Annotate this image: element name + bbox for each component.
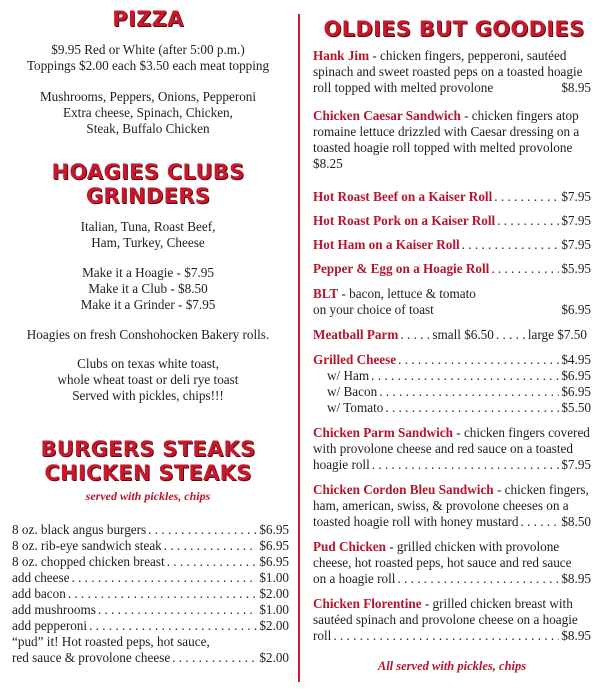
item-name: Hot Roast Pork on a Kaiser Roll	[313, 213, 496, 228]
item-desc: roll	[313, 628, 332, 643]
menu-item-grilled-cheese	[313, 352, 591, 416]
option-club: Make it a Club - $8.50	[88, 281, 208, 296]
item-price: $2.00	[259, 650, 289, 665]
menu-item-cordon-bleu	[313, 482, 591, 530]
grilled-option	[313, 384, 591, 400]
pizza-toppings-line: Toppings $2.00 each $3.50 each meat topping	[26, 58, 270, 73]
menu-item	[313, 261, 591, 277]
pizza-toppings-list	[0, 89, 296, 137]
grilled-option	[313, 400, 591, 416]
option-price: $5.50	[561, 400, 591, 415]
item-price: $7.95	[561, 457, 591, 472]
oldies-title: OLDIES BUT GOODIES	[323, 17, 585, 41]
item-desc: - chicken fingers, ham, american, swiss, & provolone cheeses on a	[313, 482, 589, 513]
item-price: $8.95	[561, 628, 591, 643]
option-name: w/ Tomato	[327, 400, 384, 415]
simple-items	[313, 189, 591, 277]
menu-item-blt	[313, 286, 591, 318]
option-price: $6.95	[561, 368, 591, 383]
menu-item	[12, 570, 289, 586]
item-name: Hot Roast Beef on a Kaiser Roll	[313, 189, 493, 204]
grilled-option	[313, 368, 591, 384]
item-name: Pepper & Egg on a Hoagie Roll	[313, 261, 490, 276]
hoagies-title-line2: GRINDERS	[85, 184, 211, 208]
item-name: Chicken Parm Sandwich	[313, 425, 453, 440]
burgers-title	[0, 437, 296, 485]
burgers-subtitle: served with pickles, chips	[85, 489, 211, 503]
pud-item	[12, 650, 289, 666]
option-name: w/ Ham	[327, 368, 370, 383]
item-name: 8 oz. chopped chicken breast	[12, 554, 165, 569]
menu-item	[12, 522, 289, 538]
item-price: $6.95	[561, 302, 591, 317]
price-large: large $7.50	[527, 327, 587, 342]
menu-item	[12, 618, 289, 634]
pizza-pricing	[0, 42, 296, 74]
menu-item-florentine	[313, 596, 591, 644]
item-name: Meatball Parm	[313, 327, 399, 342]
item-desc: - chicken fingers atop romaine lettuce drizzled with Caesar dressing on a toasted hoagie roll topped with melted provolone	[313, 108, 580, 155]
hoagie-fillings	[0, 219, 296, 251]
item-name: Grilled Cheese	[313, 352, 397, 367]
burgers-list	[12, 522, 289, 666]
hoagies-title	[0, 160, 296, 208]
item-name: add cheese	[12, 570, 70, 585]
oldies-footer: All served with pickles, chips	[377, 659, 527, 673]
item-name: Hot Ham on a Kaiser Roll	[313, 237, 460, 252]
burgers-title-line1: BURGERS STEAKS	[40, 437, 256, 461]
clubs-note	[0, 356, 296, 404]
item-desc: hoagie roll	[313, 457, 370, 472]
menu-item	[12, 602, 289, 618]
menu-item-hank-jim	[313, 48, 591, 96]
item-price: $7.95	[561, 189, 591, 204]
right-column	[308, 0, 598, 700]
item-desc: - chicken fingers covered with provolone cheese and red sauce on a toasted	[313, 425, 590, 456]
item-price: $5.95	[561, 261, 591, 276]
menu-item	[12, 554, 289, 570]
column-divider	[298, 14, 300, 682]
item-price: $8.25	[313, 156, 343, 171]
option-name: w/ Bacon	[327, 384, 378, 399]
bakery-note: Hoagies on fresh Conshohocken Bakery rolls.	[26, 327, 270, 342]
item-price: $8.95	[561, 571, 591, 586]
item-price: $6.95	[259, 522, 289, 537]
fillings-line: Ham, Turkey, Cheese	[91, 235, 205, 250]
item-desc: on your choice of toast	[313, 302, 434, 317]
menu-item-pud-chicken	[313, 539, 591, 587]
item-name: 8 oz. black angus burgers	[12, 522, 147, 537]
toppings-line: Steak, Buffalo Chicken	[86, 121, 210, 136]
item-price: $1.00	[259, 602, 289, 617]
item-name: Chicken Caesar Sandwich	[313, 108, 461, 123]
hoagies-title-line1: HOAGIES CLUBS	[51, 160, 245, 184]
item-name: add pepperoni	[12, 618, 88, 633]
item-name: Hank Jim	[313, 48, 370, 63]
item-name: Chicken Cordon Bleu Sandwich	[313, 482, 494, 497]
burgers-title-line2: CHICKEN STEAKS	[44, 461, 252, 485]
item-desc: - grilled chicken breast with sautéed spinach and provolone cheese on a hoagie	[313, 596, 578, 627]
item-price: $4.95	[561, 352, 591, 367]
toppings-line: Mushrooms, Peppers, Onions, Pepperoni	[39, 89, 257, 104]
pud-line: “pud” it! Hot roasted peps, hot sauce,	[12, 634, 210, 649]
item-name: red sauce & provolone cheese	[12, 650, 171, 665]
clubs-note-line: Clubs on texas white toast,	[77, 356, 219, 371]
clubs-note-line: Served with pickles, chips!!!	[72, 388, 224, 403]
item-price: $7.95	[561, 213, 591, 228]
pizza-title: PIZZA	[112, 7, 184, 31]
item-desc: - bacon, lettuce & tomato	[338, 286, 476, 301]
item-name: add mushrooms	[12, 602, 96, 617]
item-name: Chicken Florentine	[313, 596, 422, 611]
item-name: BLT	[313, 286, 339, 301]
fillings-line: Italian, Tuna, Roast Beef,	[80, 219, 216, 234]
item-price: $6.95	[259, 554, 289, 569]
item-desc: - chicken fingers, pepperoni, sautéed spinach and sweet roasted peps on a toasted hoagie roll topped with melted provolone	[313, 48, 583, 95]
item-desc: toasted hoagie roll with honey mustard	[313, 514, 519, 529]
clubs-note-line: whole wheat toast or deli rye toast	[57, 372, 239, 387]
toppings-line: Extra cheese, Spinach, Chicken,	[63, 105, 233, 120]
menu-item	[12, 538, 289, 554]
item-price: $2.00	[259, 618, 289, 633]
menu-item-chicken-parm	[313, 425, 591, 473]
item-name: 8 oz. rib-eye sandwich steak	[12, 538, 162, 553]
item-price: $6.95	[259, 538, 289, 553]
menu-item	[313, 189, 591, 205]
item-price: $1.00	[259, 570, 289, 585]
hoagie-options	[0, 265, 296, 313]
menu-item	[313, 213, 591, 229]
item-desc: - grilled chicken with provolone cheese, hot roasted peps, hot sauce and red sauce	[313, 539, 572, 570]
item-price: $2.00	[259, 586, 289, 601]
menu-item	[12, 586, 289, 602]
oldies-list	[313, 48, 591, 674]
item-desc: on a hoagie roll	[313, 571, 396, 586]
option-grinder: Make it a Grinder - $7.95	[80, 297, 216, 312]
option-price: $6.95	[561, 384, 591, 399]
option-hoagie: Make it a Hoagie - $7.95	[82, 265, 214, 280]
left-column	[0, 0, 296, 700]
item-price: $7.95	[561, 237, 591, 252]
item-name: add bacon	[12, 586, 66, 601]
pizza-price-line: $9.95 Red or White (after 5:00 p.m.)	[51, 42, 245, 57]
menu-item-meatball	[313, 327, 591, 343]
menu-item-caesar	[313, 108, 591, 172]
menu-item	[313, 237, 591, 253]
item-name: Pud Chicken	[313, 539, 386, 554]
price-small: small $6.50	[432, 327, 494, 342]
item-price: $8.95	[561, 80, 591, 95]
item-price: $8.50	[561, 514, 591, 529]
